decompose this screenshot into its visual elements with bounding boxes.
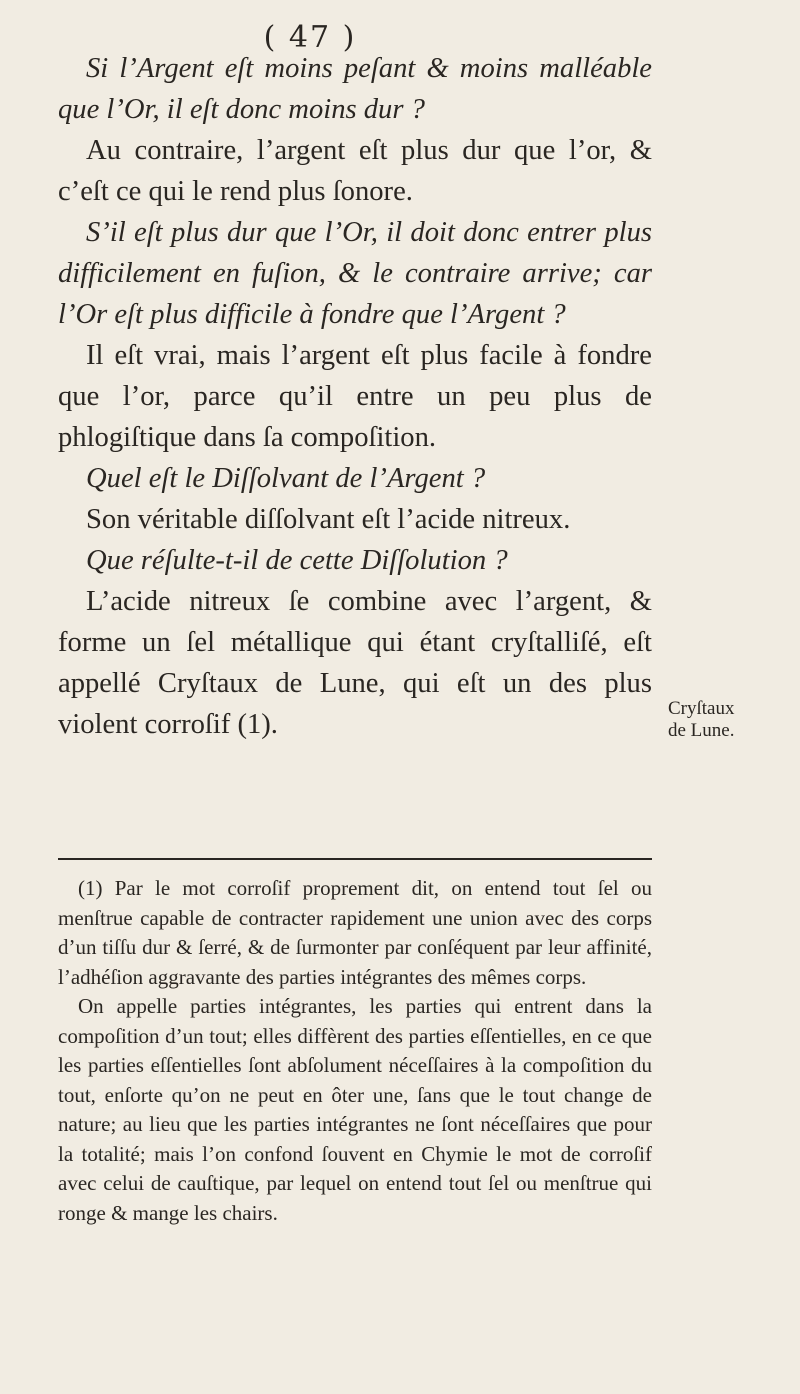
question-argent-dur: Si l’Argent eſt moins peſant & moins malléable que l’Or, il eſt donc moins dur ? <box>58 53 652 125</box>
answer-dissolvant: Son véritable diſſolvant eſt l’acide nitreux. <box>86 504 571 535</box>
question-dissolution: Que réſulte-t-il de cette Diſſolution ? <box>86 545 508 576</box>
footnote-separator <box>58 858 652 860</box>
footnotes <box>58 874 652 1228</box>
margin-note-line-2: de Lune. <box>668 720 735 741</box>
question-dissolvant: Quel eſt le Diſſolvant de l’Argent ? <box>86 463 486 494</box>
answer-fusion: Il eſt vrai, mais l’argent eſt plus facile à fondre que l’or, parce qu’il entre un peu plus de phlogiſtique dans ſa compoſition. <box>58 340 652 453</box>
footnote-1-continued: On appelle parties intégrantes, les parties qui entrent dans la compoſition d’un tout; elles diffèrent des parties eſſentielles, en ce que les parties eſſentielles ſont abſolument néceſſaires à la compoſition du tout, enſorte qu’on ne peut en ôter une, ſans que le tout change de nature; au lieu que les parties intégrantes ne ſont néceſſaires que pour la totalité; mais l’on confond ſouvent en Chymie le mot de corroſif avec celui de cauſtique, par lequel on entend tout ſel ou menſtrue qui ronge & mange les chairs. <box>58 994 652 1225</box>
answer-dissolution: L’acide nitreux ſe combine avec l’argent, & forme un ſel métallique qui étant cryſtalliſé, eſt appellé Cryſtaux de Lune, qui eſt un des plus violent corroſif (1). <box>58 586 652 740</box>
question-fusion: S’il eſt plus dur que l’Or, il doit donc entrer plus difficilement en fuſion, & le contraire arrive; car l’Or eſt plus difficile à fondre que l’Argent ? <box>58 217 652 330</box>
margin-note <box>668 698 788 742</box>
margin-note-line-1: Cryſtaux <box>668 698 735 719</box>
page-number: ( 47 ) <box>263 20 357 55</box>
answer-argent-dur: Au contraire, l’argent eſt plus dur que l’or, & c’eſt ce qui le rend plus ſonore. <box>58 135 652 207</box>
footnote-1: (1) Par le mot corroſif proprement dit, on entend tout ſel ou menſtrue capable de contracter rapidement une union avec des corps d’un tiſſu dur & ſerré, & de ſurmonter par conſéquent par leur affinité, l’adhéſion aggravante des parties intégrantes des mêmes corps. <box>58 876 652 989</box>
main-text <box>58 48 652 745</box>
